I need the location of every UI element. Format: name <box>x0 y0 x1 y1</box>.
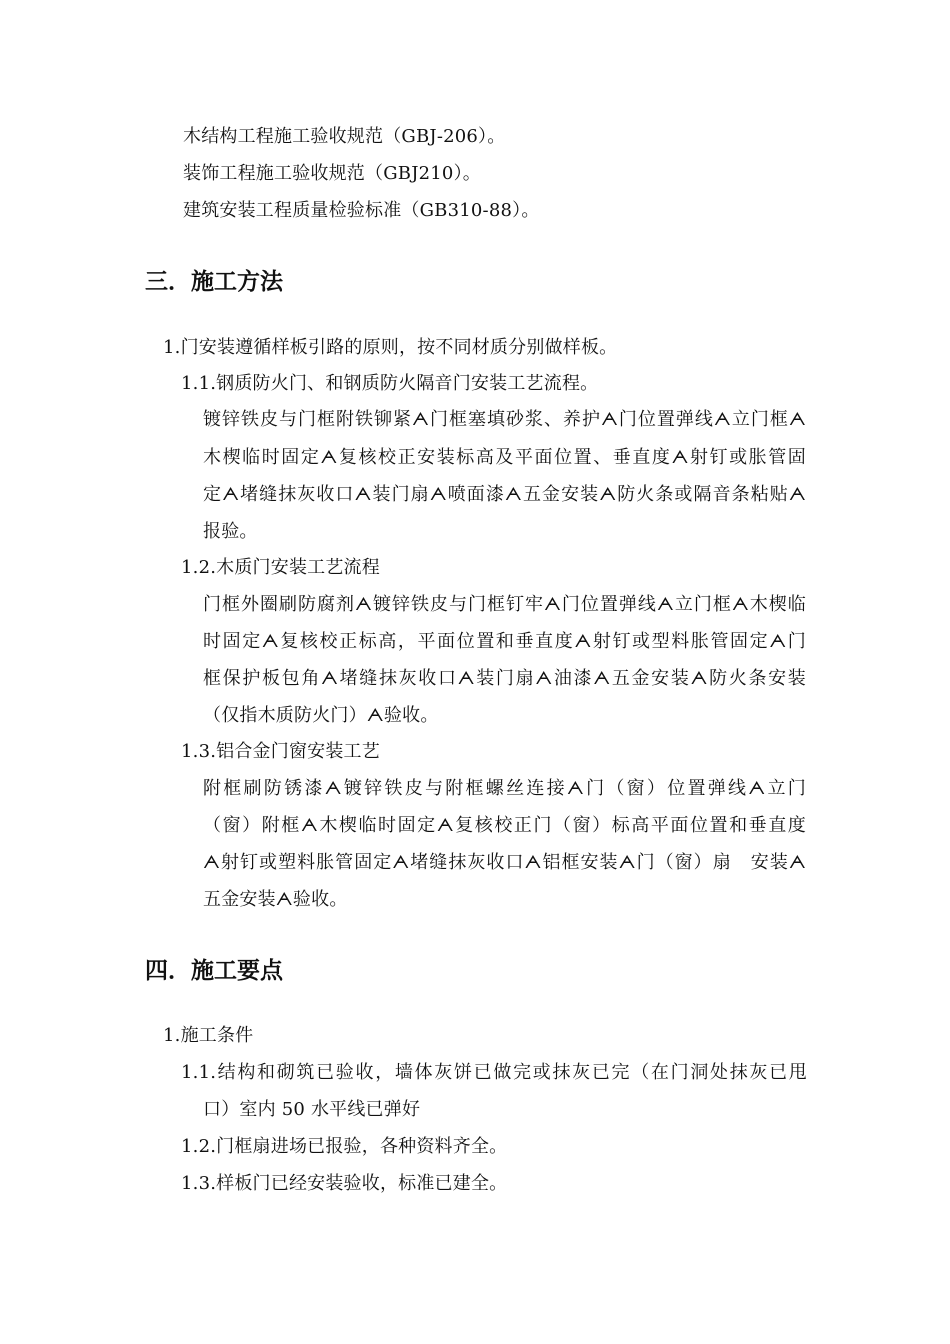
condition-line: 1.1.结构和砌筑已验收，墙体灰饼已做完或抹灰已完（在门洞处抹灰已甩 <box>181 1062 807 1083</box>
list-item: 1.施工条件 <box>163 1025 254 1046</box>
reference-line: 装饰工程施工验收规范（GBJ210）。 <box>183 163 481 184</box>
condition-line: 1.2.门框扇进场已报验，各种资料齐全。 <box>181 1136 508 1157</box>
section-heading: 三．施工方法 <box>145 269 283 295</box>
process-line: 五金安装ᗅ验收。 <box>203 889 348 910</box>
list-item: 1.门安装遵循样板引路的原则，按不同材质分别做样板。 <box>163 337 618 358</box>
subsection-title: 1.2.木质门安装工艺流程 <box>181 557 380 578</box>
process-line: 木楔临时固定ᗅ复核校正安装标高及平面位置、垂直度ᗅ射钉或胀管固 <box>203 447 806 468</box>
condition-line: 1.3.样板门已经安装验收，标准已建全。 <box>181 1173 508 1194</box>
subsection-title: 1.1.钢质防火门、和钢质防火隔音门安装工艺流程。 <box>181 373 599 394</box>
process-line: 框保护板包角ᗅ堵缝抹灰收口ᗅ装门扇ᗅ油漆ᗅ五金安装ᗅ防火条安装 <box>203 668 806 689</box>
process-line: 报验。 <box>203 521 258 542</box>
process-line: ᗅ射钉或塑料胀管固定ᗅ堵缝抹灰收口ᗅ铝框安装ᗅ门（窗）扇 安装ᗅ <box>203 852 806 873</box>
process-line: 附框刷防锈漆ᗅ镀锌铁皮与附框螺丝连接ᗅ门（窗）位置弹线ᗅ立门 <box>203 778 806 799</box>
section-heading: 四．施工要点 <box>145 958 283 984</box>
process-line: 定ᗅ堵缝抹灰收口ᗅ装门扇ᗅ喷面漆ᗅ五金安装ᗅ防火条或隔音条粘贴ᗅ <box>203 484 806 505</box>
reference-line: 木结构工程施工验收规范（GBJ-206）。 <box>183 126 506 147</box>
process-line: （仅指木质防火门）ᗅ验收。 <box>203 705 439 726</box>
process-line: （窗）附框ᗅ木楔临时固定ᗅ复核校正门（窗）标高平面位置和垂直度 <box>203 815 806 836</box>
subsection-title: 1.3.铝合金门窗安装工艺 <box>181 741 380 762</box>
process-line: 门框外圈刷防腐剂ᗅ镀锌铁皮与门框钉牢ᗅ门位置弹线ᗅ立门框ᗅ木楔临 <box>203 594 806 615</box>
condition-line: 口）室内 50 水平线已弹好 <box>203 1099 421 1120</box>
process-line: 时固定ᗅ复核校正标高，平面位置和垂直度ᗅ射钉或型料胀管固定ᗅ门 <box>203 631 806 652</box>
reference-line: 建筑安装工程质量检验标准（GB310-88）。 <box>183 200 540 221</box>
process-line: 镀锌铁皮与门框附铁铆紧ᗅ门框塞填砂浆、养护ᗅ门位置弹线ᗅ立门框ᗅ <box>203 409 806 430</box>
